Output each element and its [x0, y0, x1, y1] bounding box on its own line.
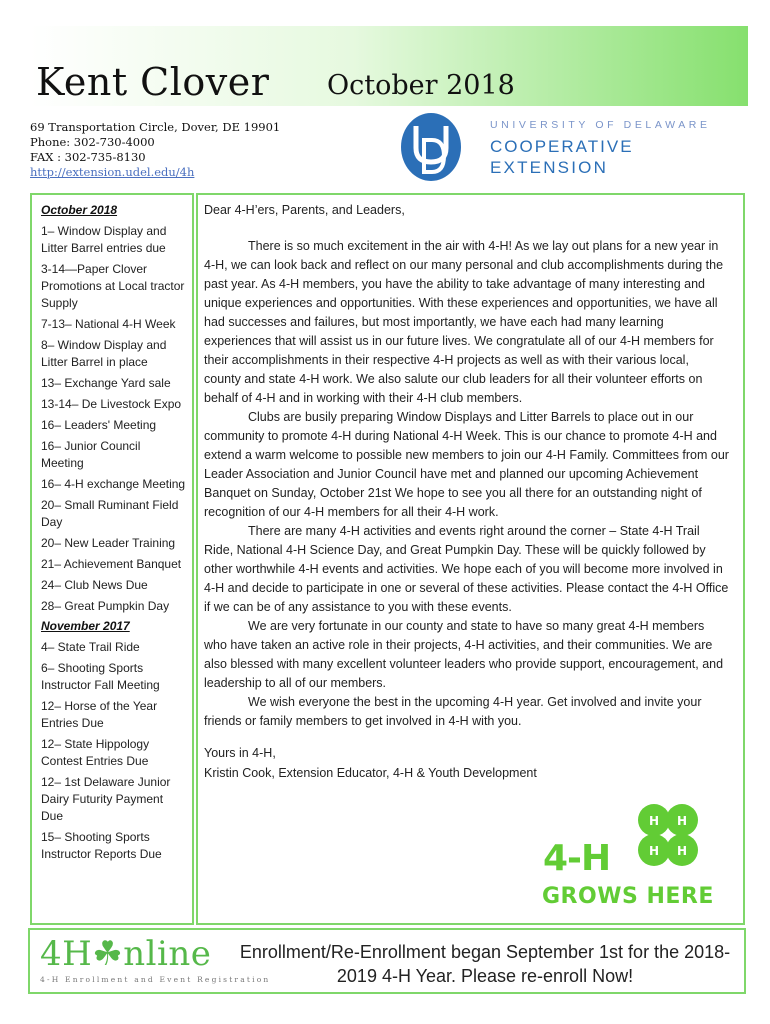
ud-university-name: UNIVERSITY OF DELAWARE [490, 119, 711, 131]
newsletter-title: Kent Clover [36, 60, 270, 104]
enrollment-footer [28, 928, 746, 994]
calendar-item: 13– Exchange Yard sale [41, 376, 171, 390]
ud-extension-logo [490, 119, 711, 178]
enrollment-message: Enrollment/Re-Enrollment began September 1st for the 2018-2019 4-H Year. Please re-enroll Now! [239, 942, 731, 986]
svg-text:H: H [648, 814, 660, 828]
calendar-item: 16– Junior Council Meeting [41, 439, 141, 470]
ud-monogram-icon [400, 112, 462, 182]
four-leaf-clover-icon [620, 800, 715, 880]
calendar-item: 20– Small Ruminant Field Day [41, 498, 179, 529]
website-link[interactable]: http://extension.udel.edu/4h [30, 165, 195, 179]
4h-online-logo-subtitle: 4-H Enrollment and Event Registration [40, 975, 271, 984]
letter-paragraph: There is so much excitement in the air with 4-H! As we lay out plans for a new year in 4-H, we can look back and reflect on our many personal and club accomplishments during the past year. As 4-H members, you have the ability to take advantage of many interesting and unique experiences and opportunities. With these experiences and opportunities, we have all had successes and failures, but most importantly, we have each had many learning experiences that will assist us in our future lives. We congratulate all of our 4-H members for their accomplishments in their respective 4-H projects as well as with their various local, county and state 4-H work. We also salute our club leaders for all their volunteer efforts on behalf of 4-H and in working with their 4-H club members. [204, 239, 724, 405]
calendar-sidebar [30, 193, 194, 925]
calendar-item: 16– 4-H exchange Meeting [41, 477, 186, 491]
calendar-item: 7-13– National 4-H Week [41, 317, 176, 331]
calendar-item: 12– 1st Delaware Junior Dairy Futurity Payment Due [41, 775, 171, 823]
calendar-item: 16– Leaders' Meeting [41, 418, 157, 432]
ud-cooperative: COOPERATIVE [490, 137, 634, 156]
4h-online-logo-text: 4H☘nline [40, 934, 212, 974]
calendar-heading-november: November 2017 [41, 619, 130, 633]
letter-closing [204, 743, 729, 783]
calendar-item: 28– Great Pumpkin Day [41, 599, 170, 613]
calendar-item: 12– Horse of the Year Entries Due [41, 699, 158, 730]
calendar-item: 6– Shooting Sports Instructor Fall Meeting [41, 661, 160, 692]
address-block [30, 120, 280, 180]
svg-text:H: H [676, 814, 688, 828]
calendar-item: 13-14– De Livestock Expo [41, 397, 182, 411]
grows-here-text: GROWS HERE [542, 884, 714, 909]
svg-text:H: H [676, 844, 688, 858]
svg-text:H: H [648, 844, 660, 858]
letter-paragraph: We are very fortunate in our county and state to have so many great 4-H members who have taken an active role in their projects, 4-H activities, and their communities. We are also blessed with many excellent volunteer leaders who provide support, encouragement, and leadership to all of our members. [204, 619, 724, 690]
calendar-list-november [41, 639, 186, 863]
letter-closing-line: Yours in 4-H, [204, 746, 276, 760]
letter-paragraph: We wish everyone the best in the upcoming 4-H year. Get involved and invite your friends or family members to get involved in 4-H with you. [204, 695, 702, 728]
calendar-item: 3-14—Paper Clover Promotions at Local tractor Supply [41, 262, 185, 310]
letter-paragraph: There are many 4-H activities and events right around the corner – State 4-H Trail Ride, National 4-H Science Day, and Great Pumpkin Day. These will be quickly followed by other worthwhile 4-H events and activities. We hope each of you will become more involved in 4-H and decide to participate in one or several of these activities. Please contact the 4-H Office if we can be of any assistance to you with these events. [204, 524, 729, 614]
calendar-heading-october: October 2018 [41, 203, 118, 217]
grows-here-4h: 4-H [543, 838, 611, 879]
letter-paragraph: Clubs are busily preparing Window Displays and Litter Barrels to place out in our community to promote 4-H during National 4-H Week. This is our chance to promote 4-H and extend a warm welcome to possible new members to join our 4-H Family. Committees from our Leader Association and Junior Council have met and planned our upcoming Achievement Banquet on Sunday, October 21st We hope to see you all there for an outstanding night of recognition of our 4-H members for all their 4-H work. [204, 410, 729, 519]
address-street: 69 Transportation Circle, Dover, DE 19901 [30, 120, 281, 134]
ud-extension: EXTENSION [490, 158, 609, 177]
address-fax: FAX : 302-735-8130 [30, 150, 146, 164]
address-phone: Phone: 302-730-4000 [30, 135, 155, 149]
calendar-item: 1– Window Display and Litter Barrel entries due [41, 224, 167, 255]
calendar-item: 21– Achievement Banquet [41, 557, 182, 571]
letter-salutation: Dear 4-H’ers, Parents, and Leaders, [204, 203, 405, 217]
newsletter-date: October 2018 [327, 70, 515, 101]
letter-signature: Kristin Cook, Extension Educator, 4-H & Youth Development [204, 766, 537, 780]
calendar-list-october [41, 223, 186, 615]
calendar-item: 24– Club News Due [41, 578, 148, 592]
calendar-item: 20– New Leader Training [41, 536, 176, 550]
calendar-item: 12– State Hippology Contest Entries Due [41, 737, 150, 768]
calendar-item: 15– Shooting Sports Instructor Reports Due [41, 830, 162, 861]
calendar-item: 4– State Trail Ride [41, 640, 140, 654]
calendar-item: 8– Window Display and Litter Barrel in place [41, 338, 167, 369]
